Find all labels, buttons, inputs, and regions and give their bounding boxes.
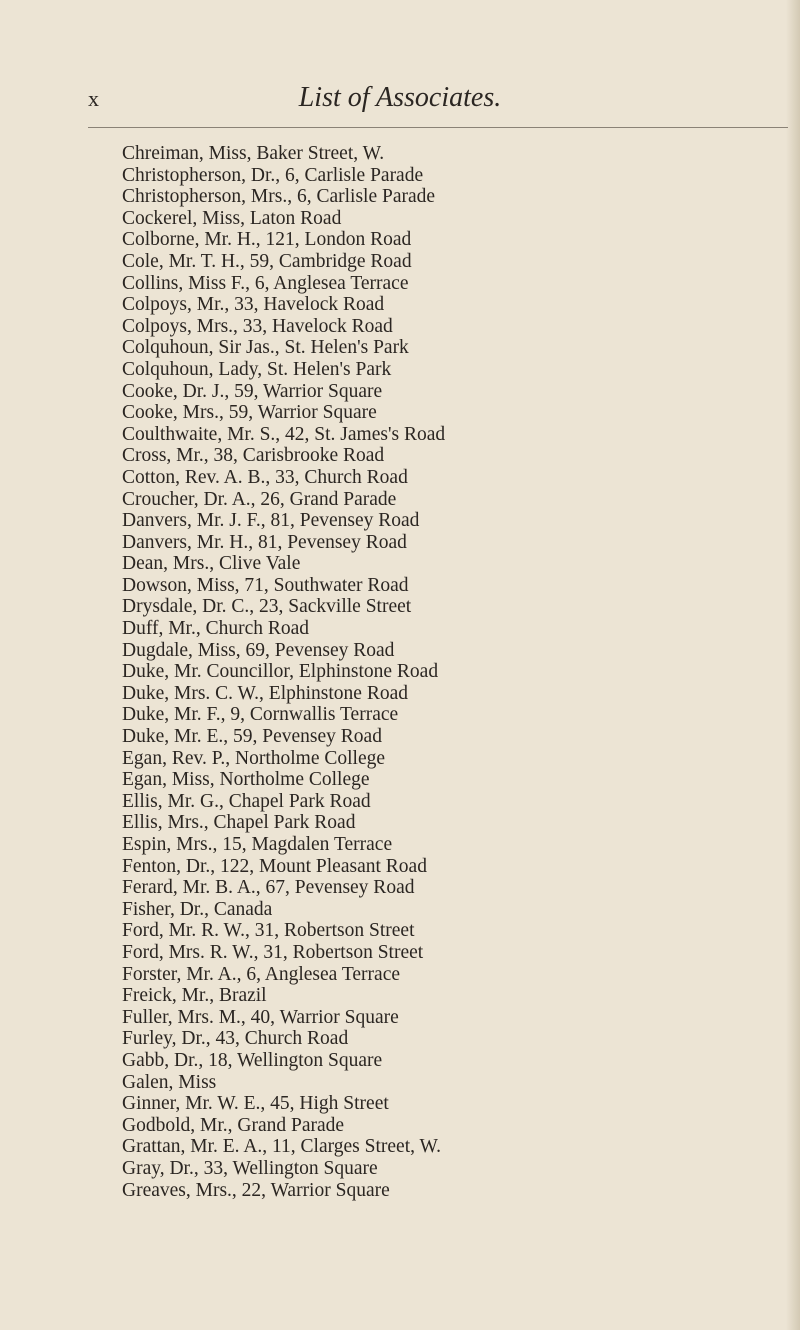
list-item: Espin, Mrs., 15, Magdalen Terrace — [122, 834, 393, 855]
list-item: Colquhoun, Sir Jas., St. Helen's Park — [122, 337, 409, 359]
list-item: Drysdale, Dr. C., 23, Sackville Street — [122, 596, 412, 618]
list-item: Furley, Dr., 43, Church Road — [122, 1028, 349, 1050]
list-item: Freick, Mr., Brazil — [122, 985, 267, 1007]
list-item: Christopherson, Mrs., 6, Carlisle Parade — [122, 186, 436, 208]
running-title: List of Associates. — [298, 82, 502, 113]
list-item: Ellis, Mr. G., Chapel Park Road — [122, 790, 371, 812]
list-item: Fisher, Dr., Canada — [122, 898, 273, 920]
list-item: Dugdale, Miss, 69, Pevensey Road — [122, 639, 395, 661]
list-item: Christopherson, Dr., 6, Carlisle Parade — [122, 164, 424, 186]
list-item: Ferard, Mr. B. A., 67, Pevensey Road — [122, 877, 415, 899]
list-item: Croucher, Dr. A., 26, Grand Parade — [122, 488, 397, 510]
list-item: Cross, Mr., 38, Carisbrooke Road — [122, 445, 385, 467]
list-item: Godbold, Mr., Grand Parade — [122, 1114, 345, 1136]
list-item: Gabb, Dr., 18, Wellington Square — [122, 1049, 383, 1071]
list-item: Fenton, Dr., 122, Mount Pleasant Road — [122, 855, 427, 877]
list-item: Ford, Mr. R. W., 31, Robertson Street — [122, 920, 415, 942]
list-item: Cooke, Mrs., 59, Warrior Square — [122, 402, 377, 424]
list-item: Ford, Mrs. R. W., 31, Robertson Street — [122, 941, 424, 963]
list-item: Cockerel, Miss, Laton Road — [122, 207, 342, 229]
scan-edge-shadow — [786, 0, 800, 1330]
list-item: Chreiman, Miss, Baker Street, W. — [122, 143, 385, 164]
list-item: Grattan, Mr. E. A., 11, Clarges Street, W. — [122, 1136, 442, 1158]
list-item: Collins, Miss F., 6, Anglesea Terrace — [122, 272, 409, 294]
list-item: Danvers, Mr. J. F., 81, Pevensey Road — [122, 510, 420, 532]
list-item: Gray, Dr., 33, Wellington Square — [122, 1157, 378, 1179]
page-number: x — [88, 86, 100, 111]
list-item: Colborne, Mr. H., 121, London Road — [122, 229, 412, 251]
list-item: Cotton, Rev. A. B., 33, Church Road — [122, 466, 408, 488]
list-item: Ellis, Mrs., Chapel Park Road — [122, 812, 356, 834]
list-item: Coulthwaite, Mr. S., 42, St. James's Road — [122, 423, 446, 445]
list-item: Ginner, Mr. W. E., 45, High Street — [122, 1093, 389, 1115]
list-item: Duke, Mr. E., 59, Pevensey Road — [122, 726, 382, 748]
list-item: Duff, Mr., Church Road — [122, 618, 310, 640]
list-item: Forster, Mr. A., 6, Anglesea Terrace — [122, 963, 401, 985]
list-item: Galen, Miss — [122, 1071, 217, 1093]
list-item: Dowson, Miss, 71, Southwater Road — [122, 574, 409, 596]
list-item: Egan, Miss, Northolme College — [122, 769, 370, 791]
list-item: Colpoys, Mrs., 33, Havelock Road — [122, 315, 393, 337]
list-item: Colpoys, Mr., 33, Havelock Road — [122, 294, 385, 316]
list-item: Duke, Mr. F., 9, Cornwallis Terrace — [122, 704, 399, 726]
list-item: Dean, Mrs., Clive Vale — [122, 553, 301, 575]
list-item: Greaves, Mrs., 22, Warrior Square — [122, 1179, 390, 1201]
list-item: Cooke, Dr. J., 59, Warrior Square — [122, 380, 383, 402]
list-item: Fuller, Mrs. M., 40, Warrior Square — [122, 1006, 399, 1028]
list-item: Colquhoun, Lady, St. Helen's Park — [122, 358, 392, 380]
list-item: Danvers, Mr. H., 81, Pevensey Road — [122, 531, 407, 553]
header-rule — [88, 127, 788, 128]
list-item: Egan, Rev. P., Northolme College — [122, 747, 386, 769]
associates-list — [122, 143, 792, 1201]
list-item: Duke, Mrs. C. W., Elphinstone Road — [122, 682, 408, 704]
list-item: Duke, Mr. Councillor, Elphinstone Road — [122, 661, 439, 683]
list-item: Cole, Mr. T. H., 59, Cambridge Road — [122, 250, 412, 272]
